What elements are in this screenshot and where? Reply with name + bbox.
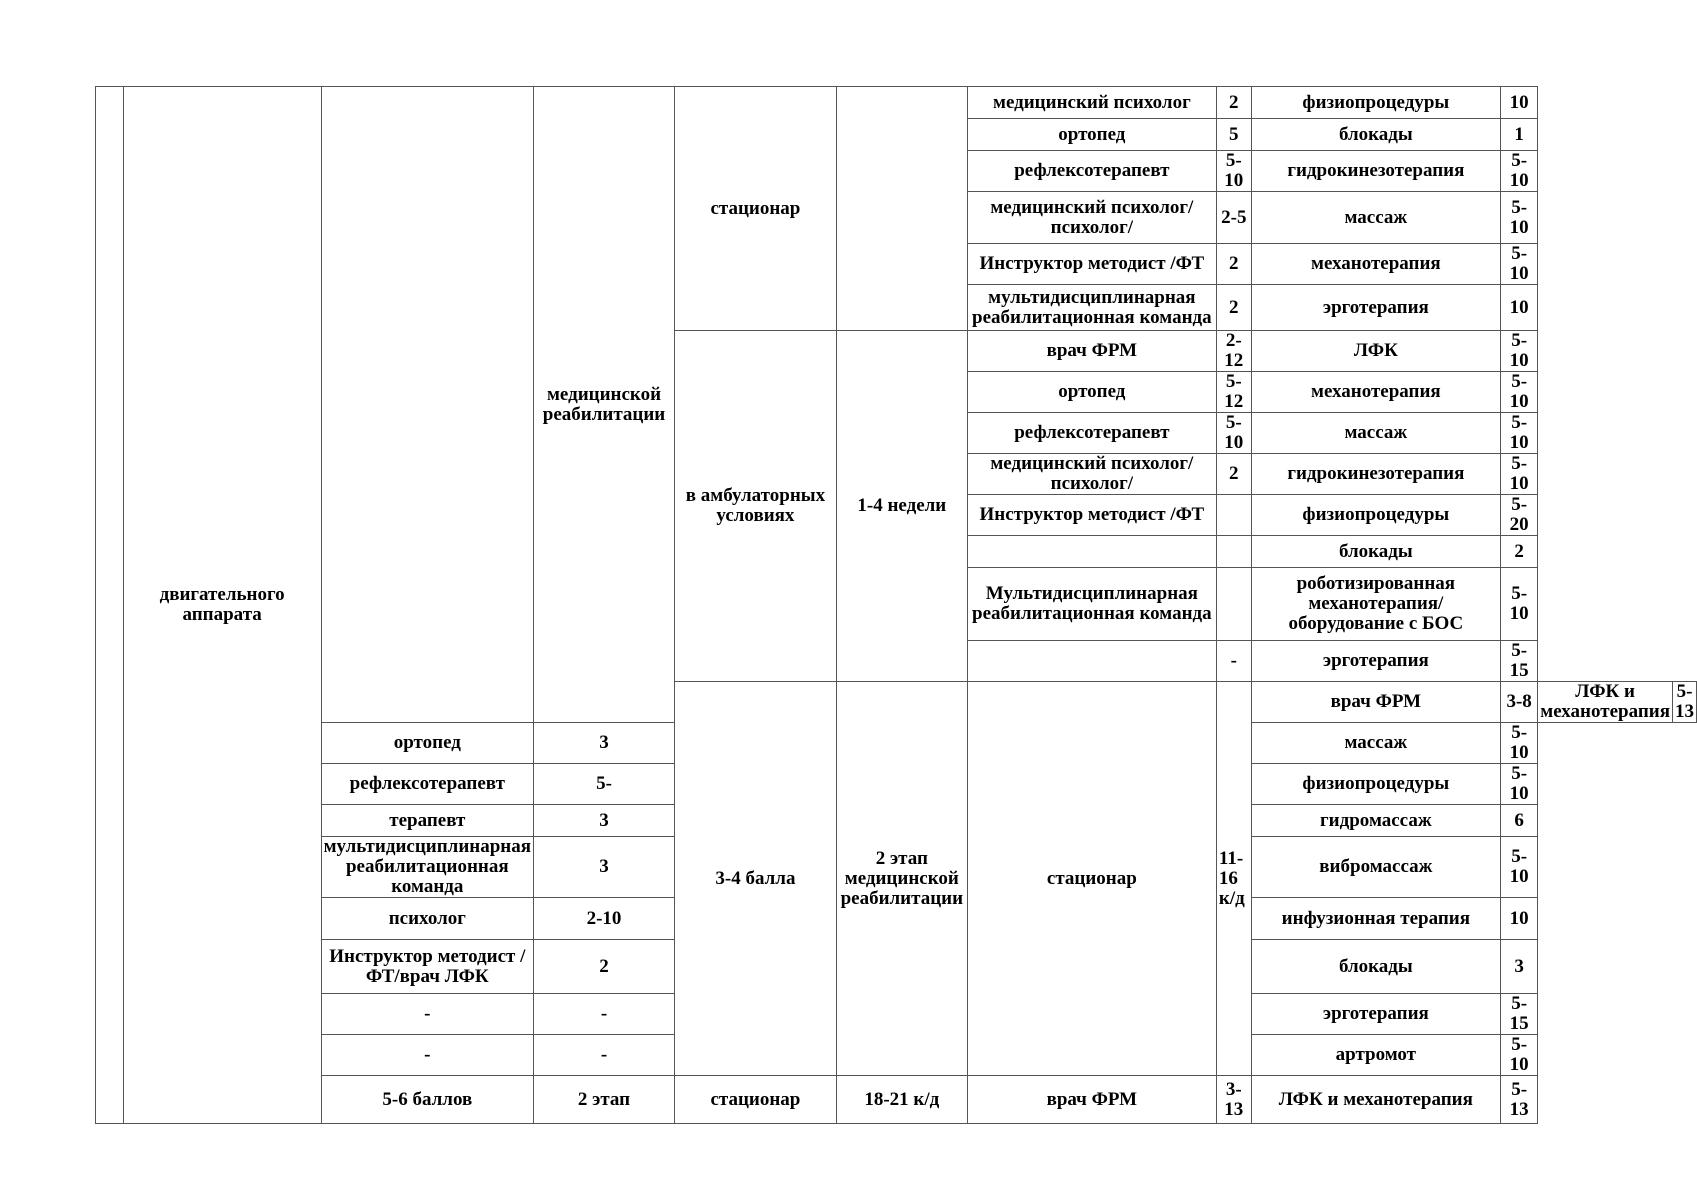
- procedure-count-cell: 5-13: [1673, 682, 1697, 723]
- procedure-cell: ЛФК и механотерапия: [1251, 1076, 1500, 1124]
- procedure-cell: артромот: [1251, 1035, 1500, 1076]
- specialist-cell: медицинский психолог/психолог/: [967, 192, 1216, 244]
- procedure-cell: инфузионная терапия: [1251, 898, 1500, 940]
- procedure-count-cell: 5-10: [1501, 454, 1538, 495]
- specialist-cell: ортопед: [967, 372, 1216, 413]
- specialist-count-cell: 5-12: [1216, 372, 1251, 413]
- specialist-count-cell: 3: [534, 723, 675, 764]
- procedure-cell: ЛФК: [1251, 331, 1500, 372]
- specialist-cell: -: [321, 1035, 533, 1076]
- specialist-cell: врач ФРМ: [967, 1076, 1216, 1124]
- specialist-count-cell: 2: [1216, 87, 1251, 119]
- procedure-count-cell: 10: [1501, 285, 1538, 331]
- specialist-cell: ортопед: [967, 119, 1216, 151]
- procedure-cell: эрготерапия: [1251, 285, 1500, 331]
- procedure-count-cell: 1: [1501, 119, 1538, 151]
- procedure-cell: механотерапия: [1251, 372, 1500, 413]
- procedure-cell: механотерапия: [1251, 244, 1500, 285]
- specialist-cell: -: [321, 994, 533, 1035]
- procedure-count-cell: 5-10: [1501, 372, 1538, 413]
- specialist-count-cell: -: [1216, 641, 1251, 682]
- specialist-cell: [967, 641, 1216, 682]
- specialist-count-cell: -: [534, 1035, 675, 1076]
- specialist-count-cell: 5-10: [1216, 151, 1251, 192]
- procedure-cell: блокады: [1251, 536, 1500, 568]
- specialist-cell: Инструктор методист /ФТ: [967, 495, 1216, 536]
- specialist-count-cell: 2: [1216, 454, 1251, 495]
- specialist-cell: врач ФРМ: [967, 331, 1216, 372]
- procedure-cell: массаж: [1251, 192, 1500, 244]
- condition-cell: стационар: [675, 87, 837, 331]
- specialist-count-cell: [1216, 536, 1251, 568]
- procedure-count-cell: 5-10: [1501, 1035, 1538, 1076]
- specialist-cell: врач ФРМ: [1251, 682, 1500, 723]
- procedure-cell: гидромассаж: [1251, 805, 1500, 837]
- specialist-cell: Мультидисциплинарная реабилитационная команда: [967, 568, 1216, 641]
- procedure-cell: блокады: [1251, 119, 1500, 151]
- specialist-count-cell: 2-10: [534, 898, 675, 940]
- specialist-cell: мультидисциплинарная реабилитационная команда: [321, 837, 533, 898]
- procedure-count-cell: 2: [1501, 536, 1538, 568]
- procedure-count-cell: 5-10: [1501, 192, 1538, 244]
- procedure-count-cell: 5-10: [1501, 331, 1538, 372]
- specialist-cell: рефлексотерапевт: [321, 764, 533, 805]
- specialist-count-cell: 2: [534, 940, 675, 994]
- specialist-count-cell: [1216, 495, 1251, 536]
- specialist-count-cell: 3: [534, 805, 675, 837]
- specialist-count-cell: 2: [1216, 285, 1251, 331]
- procedure-count-cell: 10: [1501, 87, 1538, 119]
- procedure-count-cell: 5-10: [1501, 837, 1538, 898]
- condition-cell: в амбулаторных условиях: [675, 331, 837, 682]
- duration-cell: 11-16 к/д: [1216, 682, 1251, 1076]
- condition-cell: стационар: [967, 682, 1216, 1076]
- procedure-count-cell: 5-10: [1501, 244, 1538, 285]
- condition-cell: стационар: [675, 1076, 837, 1124]
- specialist-count-cell: 2: [1216, 244, 1251, 285]
- procedure-count-cell: 6: [1501, 805, 1538, 837]
- specialist-cell: [967, 536, 1216, 568]
- specialist-count-cell: 3: [534, 837, 675, 898]
- specialist-cell: мультидисциплинарная реабилитационная команда: [967, 285, 1216, 331]
- specialist-count-cell: 5: [1216, 119, 1251, 151]
- specialist-count-cell: 2-5: [1216, 192, 1251, 244]
- duration-cell: [836, 87, 967, 331]
- procedure-cell: эрготерапия: [1251, 641, 1500, 682]
- specialist-cell: Инструктор методист /ФТ: [967, 244, 1216, 285]
- specialist-cell: медицинский психолог: [967, 87, 1216, 119]
- score-cell: 3-4 балла: [675, 682, 837, 1076]
- procedure-count-cell: 5-15: [1501, 994, 1538, 1035]
- number-cell: [96, 87, 124, 1124]
- procedure-cell: физиопроцедуры: [1251, 764, 1500, 805]
- procedure-count-cell: 5-20: [1501, 495, 1538, 536]
- duration-cell: 1-4 недели: [836, 331, 967, 682]
- nosology-cell: двигательного аппарата: [123, 87, 321, 1124]
- specialist-count-cell: 3-13: [1216, 1076, 1251, 1124]
- table-row: [96, 87, 1697, 119]
- procedure-count-cell: 5-10: [1501, 764, 1538, 805]
- procedure-cell: гидрокинезотерапия: [1251, 151, 1500, 192]
- procedure-count-cell: 10: [1501, 898, 1538, 940]
- procedure-cell: роботизированная механотерапия/оборудование с БОС: [1251, 568, 1500, 641]
- procedure-cell: физиопроцедуры: [1251, 87, 1500, 119]
- specialist-count-cell: -: [534, 994, 675, 1035]
- score-cell: 5-6 баллов: [321, 1076, 533, 1124]
- specialist-cell: психолог: [321, 898, 533, 940]
- stage-cell: 2 этап: [534, 1076, 675, 1124]
- specialist-count-cell: 3-8: [1501, 682, 1538, 723]
- specialist-count-cell: [1216, 568, 1251, 641]
- procedure-count-cell: 5-13: [1501, 1076, 1538, 1124]
- procedure-count-cell: 5-15: [1501, 641, 1538, 682]
- procedure-cell: физиопроцедуры: [1251, 495, 1500, 536]
- specialist-cell: ортопед: [321, 723, 533, 764]
- specialist-cell: терапевт: [321, 805, 533, 837]
- specialist-cell: Инструктор методист /ФТ/врач ЛФК: [321, 940, 533, 994]
- specialist-count-cell: 2-12: [1216, 331, 1251, 372]
- procedure-cell: эрготерапия: [1251, 994, 1500, 1035]
- procedure-cell: ЛФК и механотерапия: [1538, 682, 1673, 723]
- rehab-table: [95, 86, 1697, 1124]
- procedure-count-cell: 3: [1501, 940, 1538, 994]
- procedure-cell: массаж: [1251, 723, 1500, 764]
- score-cell: [321, 87, 533, 723]
- specialist-cell: рефлексотерапевт: [967, 151, 1216, 192]
- procedure-cell: блокады: [1251, 940, 1500, 994]
- procedure-cell: гидрокинезотерапия: [1251, 454, 1500, 495]
- procedure-count-cell: 5-10: [1501, 151, 1538, 192]
- procedure-cell: массаж: [1251, 413, 1500, 454]
- duration-cell: 18-21 к/д: [836, 1076, 967, 1124]
- stage-cell: медицинской реабилитации: [534, 87, 675, 723]
- procedure-count-cell: 5-10: [1501, 723, 1538, 764]
- table-row: [96, 1076, 1697, 1124]
- stage-cell: 2 этап медицинской реабилитации: [836, 682, 967, 1076]
- specialist-count-cell: 5-: [534, 764, 675, 805]
- procedure-count-cell: 5-10: [1501, 568, 1538, 641]
- procedure-cell: вибромассаж: [1251, 837, 1500, 898]
- specialist-count-cell: 5-10: [1216, 413, 1251, 454]
- specialist-cell: медицинский психолог/ психолог/: [967, 454, 1216, 495]
- specialist-cell: рефлексотерапевт: [967, 413, 1216, 454]
- procedure-count-cell: 5-10: [1501, 413, 1538, 454]
